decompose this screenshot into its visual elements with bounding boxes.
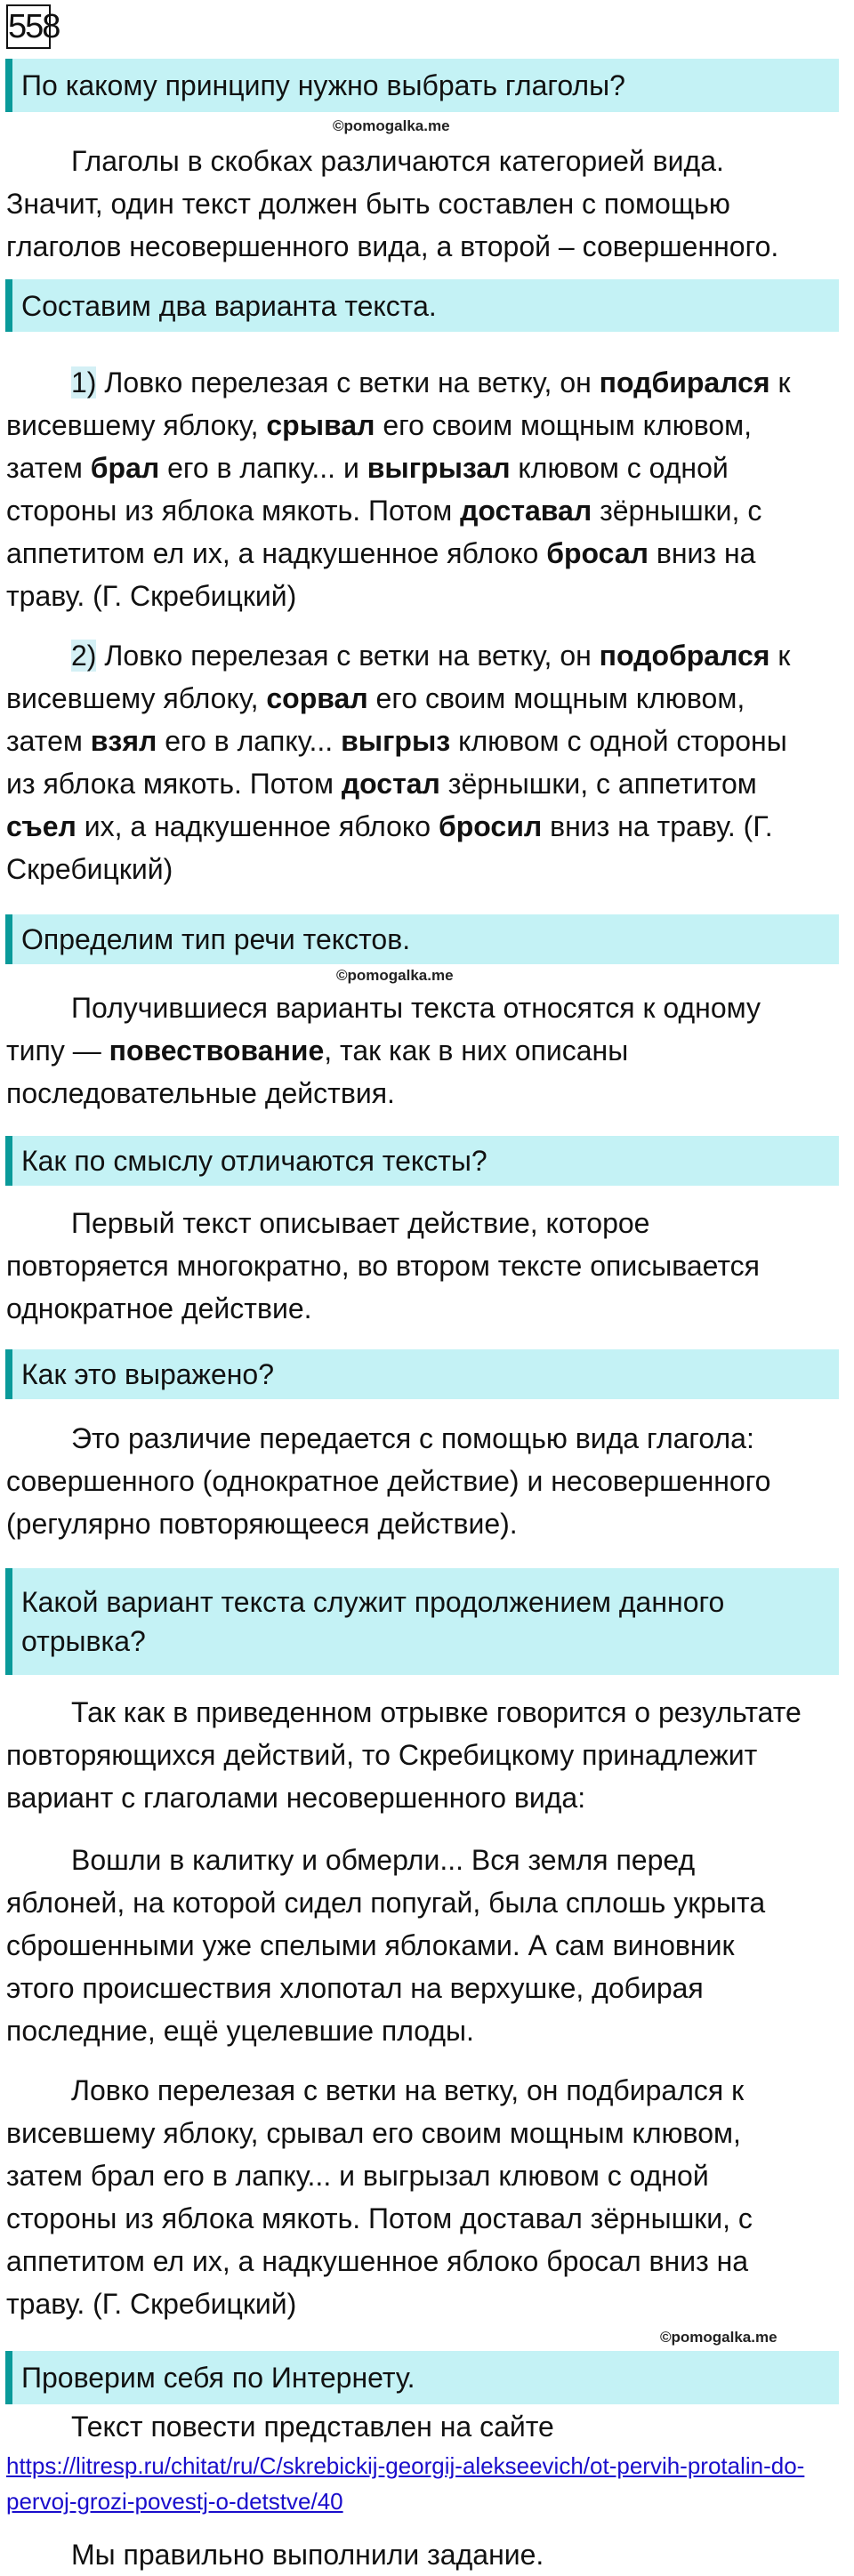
- text-line: [6, 1776, 851, 1819]
- text-line: [6, 2069, 851, 2112]
- bold-verb: подобрался: [599, 640, 770, 672]
- text-segment: Скребицкий): [6, 853, 173, 885]
- question-heading: [5, 1568, 839, 1675]
- bold-verb: бросил: [438, 810, 543, 842]
- text-segment: повторяющихся действий, то Скребицкому принадлежит: [6, 1739, 758, 1771]
- text-line: [6, 805, 851, 848]
- source-link-line-2[interactable]: pervoj-grozi-povestj-o-detstve/40: [6, 2488, 343, 2515]
- paragraph: [6, 2533, 851, 2576]
- text-segment: сброшенными уже спелыми яблоками. А сам виновник: [6, 1929, 735, 1961]
- text-line: [6, 140, 851, 182]
- bold-verb: срывал: [266, 409, 375, 441]
- text-segment: этого происшествия хлопотал на верхушке, добирая: [6, 1972, 704, 2004]
- text-line: [6, 1839, 851, 1881]
- text-line: [6, 848, 851, 890]
- text-segment: его своим мощным клювом,: [375, 409, 753, 441]
- bold-verb: достал: [341, 768, 440, 800]
- text-line: [6, 2240, 851, 2282]
- text-segment: их, а надкушенное яблоко: [76, 810, 439, 842]
- text-segment: траву. (Г. Скребицкий): [6, 580, 297, 612]
- variant-number: 1): [71, 366, 97, 398]
- watermark: ©pomogalka.me: [336, 967, 454, 984]
- text-segment: клювом с одной стороны: [450, 725, 787, 757]
- text-segment: Мы правильно выполнили задание.: [71, 2539, 544, 2571]
- paragraph: [6, 1417, 851, 1545]
- text-segment: Так как в приведенном отрывке говорится о результате: [71, 1696, 802, 1728]
- text-segment: зёрнышки, с: [592, 495, 762, 527]
- text-segment: Ловко перелезая с ветки на ветку, он: [96, 640, 600, 672]
- text-segment: совершенного (однократное действие) и несовершенного: [6, 1465, 771, 1497]
- bold-verb: взял: [90, 725, 157, 757]
- text-line: [6, 1734, 851, 1776]
- task-number: 558: [6, 4, 51, 49]
- bold-verb: повествование: [109, 1034, 325, 1067]
- text-segment: его в лапку...: [157, 725, 342, 757]
- bold-verb: брал: [90, 452, 160, 484]
- bold-verb: подбирался: [599, 366, 770, 398]
- text-line: [6, 2009, 851, 2052]
- text-line: [6, 532, 851, 575]
- text-line: [6, 720, 851, 762]
- text-line: [6, 447, 851, 489]
- text-segment: Первый текст описывает действие, которое: [71, 1207, 650, 1239]
- question-heading: [5, 2351, 839, 2404]
- watermark: ©pomogalka.me: [333, 117, 450, 134]
- heading-text: Определим тип речи текстов.: [21, 923, 411, 955]
- text-segment: Ловко перелезая с ветки на ветку, он: [96, 366, 600, 398]
- bold-verb: сорвал: [266, 682, 368, 714]
- text-line: [6, 404, 851, 447]
- heading-text: отрывка?: [21, 1625, 146, 1657]
- question-heading: [5, 1136, 839, 1186]
- paragraph: [6, 2405, 851, 2448]
- text-segment: глаголов несовершенного вида, а второй – совершенного.: [6, 230, 779, 262]
- watermark: ©pomogalka.me: [660, 2329, 777, 2346]
- text-line: [6, 575, 851, 617]
- text-segment: Значит, один текст должен быть составлен с помощью: [6, 188, 730, 220]
- text-segment: траву. (Г. Скребицкий): [6, 2288, 297, 2320]
- text-segment: Ловко перелезая с ветки на ветку, он подбирался к: [71, 2074, 745, 2106]
- text-segment: Получившиеся варианты текста относятся к одному: [71, 992, 761, 1024]
- paragraph: [6, 1202, 851, 1330]
- heading-text: Как по смыслу отличаются тексты?: [21, 1145, 487, 1177]
- heading-text: Какой вариант текста служит продолжением данного: [21, 1586, 725, 1618]
- text-segment: последовательные действия.: [6, 1077, 395, 1109]
- heading-text: По какому принципу нужно выбрать глаголы?: [21, 69, 625, 101]
- question-heading: [5, 279, 839, 332]
- text-line: [6, 634, 851, 677]
- text-line: [6, 1244, 851, 1287]
- text-line: [6, 1202, 851, 1244]
- question-heading: [5, 59, 839, 112]
- bold-verb: выгрызал: [367, 452, 511, 484]
- text-line: [6, 2405, 851, 2448]
- text-line: [6, 1691, 851, 1734]
- text-segment: яблоней, на которой сидел попугай, была сплошь укрыта: [6, 1887, 766, 1919]
- text-line: [6, 361, 851, 404]
- text-segment: вариант с глаголами несовершенного вида:: [6, 1782, 586, 1814]
- text-segment: Это различие передается с помощью вида глагола:: [71, 1422, 754, 1454]
- text-segment: зёрнышки, с аппетитом: [439, 768, 757, 800]
- text-line: [6, 1460, 851, 1502]
- text-segment: клювом с одной: [510, 452, 729, 484]
- text-line: [6, 1967, 851, 2009]
- text-line: [6, 1502, 851, 1545]
- text-segment: висевшему яблоку,: [6, 409, 267, 441]
- variant-number: 2): [71, 640, 97, 672]
- text-segment: висевшему яблоку,: [6, 682, 267, 714]
- text-segment: стороны из яблока мякоть. Потом: [6, 495, 461, 527]
- bold-verb: бросал: [546, 537, 649, 569]
- text-segment: Вошли в калитку и обмерли... Вся земля перед: [71, 1844, 696, 1876]
- text-line: [6, 2154, 851, 2197]
- text-segment: аппетитом ел их, а надкушенное яблоко бросал вниз на: [6, 2245, 749, 2277]
- text-segment: его своим мощным клювом,: [367, 682, 745, 714]
- text-segment: однократное действие.: [6, 1292, 312, 1324]
- source-link[interactable]: [6, 2448, 804, 2519]
- text-line: [6, 677, 851, 720]
- text-segment: повторяется многократно, во втором тексте описывается: [6, 1250, 760, 1282]
- text-segment: к: [769, 366, 791, 398]
- heading-text: Как это выражено?: [21, 1358, 274, 1390]
- text-line: [6, 762, 851, 805]
- text-segment: к: [769, 640, 791, 672]
- text-segment: вниз на: [648, 537, 756, 569]
- question-heading: [5, 1349, 839, 1399]
- paragraph: [6, 140, 851, 268]
- question-heading: [5, 914, 839, 964]
- paragraph: [6, 2069, 851, 2325]
- bold-verb: доставал: [460, 495, 592, 527]
- paragraph: [6, 986, 851, 1115]
- text-line: [6, 1287, 851, 1330]
- text-segment: Текст повести представлен на сайте: [71, 2411, 554, 2443]
- text-line: [6, 1881, 851, 1924]
- text-line: [6, 986, 851, 1029]
- text-line: [6, 2282, 851, 2325]
- text-segment: (регулярно повторяющееся действие).: [6, 1508, 518, 1540]
- text-segment: вниз на траву. (Г.: [542, 810, 773, 842]
- text-segment: , так как в них описаны: [324, 1034, 629, 1067]
- text-line: [6, 182, 851, 225]
- text-segment: затем: [6, 725, 91, 757]
- heading-text: Составим два варианта текста.: [21, 289, 437, 322]
- text-segment: затем: [6, 452, 91, 484]
- text-line: [6, 1417, 851, 1460]
- heading-text: Проверим себя по Интернету.: [21, 2362, 415, 2394]
- text-line: [6, 2112, 851, 2154]
- bold-verb: съел: [6, 810, 77, 842]
- text-line: [6, 2197, 851, 2240]
- text-segment: висевшему яблоку, срывал его своим мощным клювом,: [6, 2117, 741, 2149]
- bold-verb: выгрыз: [341, 725, 451, 757]
- text-segment: последние, ещё уцелевшие плоды.: [6, 2015, 474, 2047]
- text-segment: Глаголы в скобках различаются категорией вида.: [71, 145, 724, 177]
- text-line: [6, 1072, 851, 1115]
- text-segment: типу —: [6, 1034, 109, 1067]
- paragraph: [6, 1839, 851, 2052]
- text-segment: стороны из яблока мякоть. Потом доставал зёрнышки, с: [6, 2202, 753, 2234]
- text-line: [6, 225, 851, 268]
- source-link-line-1[interactable]: https://litresp.ru/chitat/ru/C/skrebickij-georgij-alekseevich/ot-pervih-protalin-do-: [6, 2452, 805, 2479]
- paragraph: [6, 1691, 851, 1819]
- text-segment: из яблока мякоть. Потом: [6, 768, 342, 800]
- text-line: [6, 2533, 851, 2576]
- text-line: [6, 1029, 851, 1072]
- text-variant: [6, 361, 851, 617]
- text-segment: аппетитом ел их, а надкушенное яблоко: [6, 537, 547, 569]
- text-line: [6, 489, 851, 532]
- text-variant: [6, 634, 851, 890]
- text-line: [6, 1924, 851, 1967]
- text-segment: его в лапку... и: [159, 452, 367, 484]
- text-segment: затем брал его в лапку... и выгрызал клювом с одной: [6, 2160, 709, 2192]
